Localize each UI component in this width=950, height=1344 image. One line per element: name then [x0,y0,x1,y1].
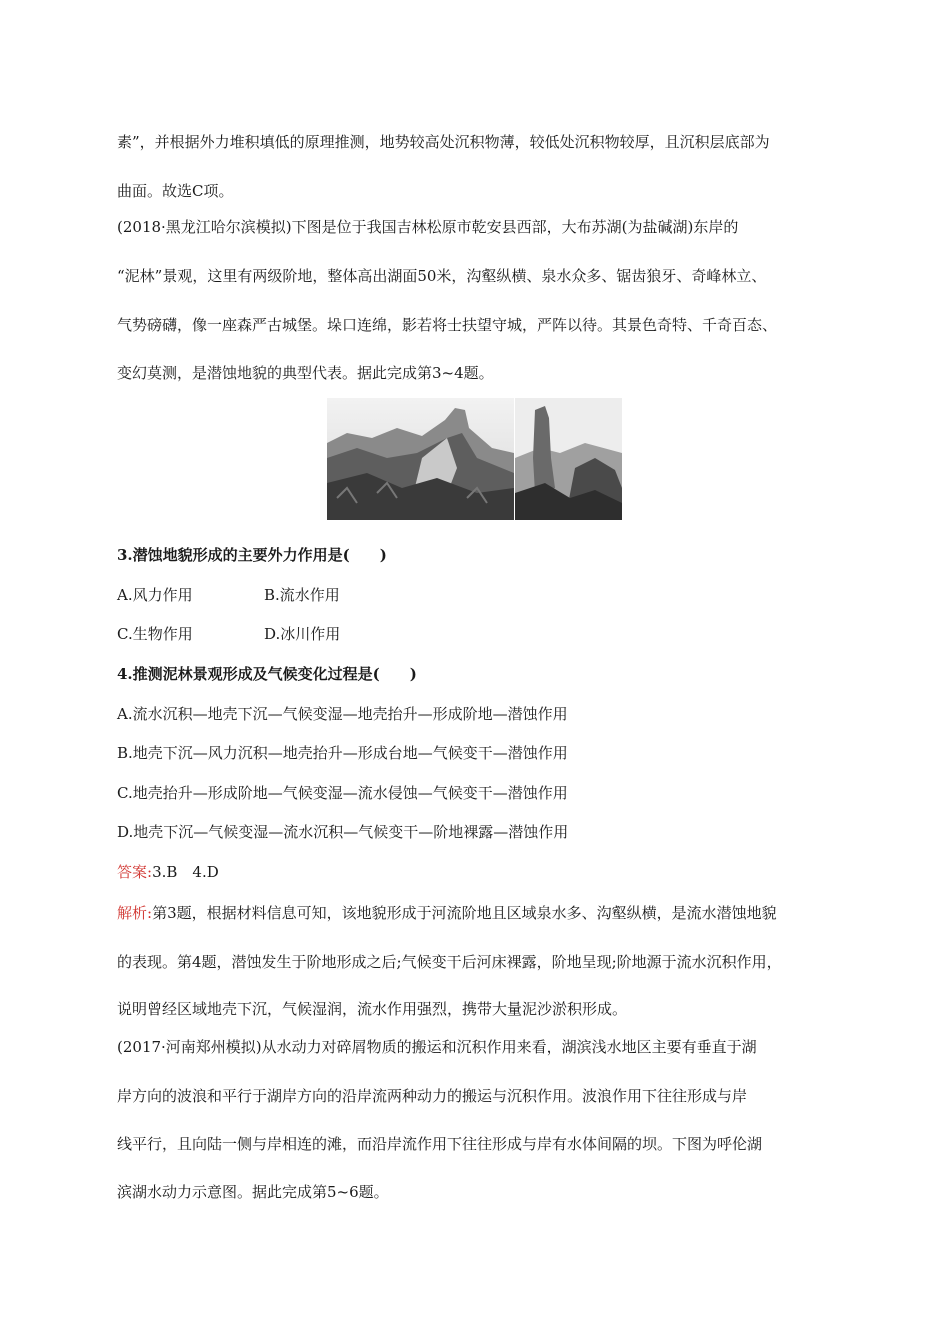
text-line: 素”，并根据外力堆积填低的原理推测，地势较高处沉积物薄，较低处沉积物较厚，且沉积层底部为 [117,133,770,151]
option-row [117,585,340,605]
option-a: A.风力作用 [117,586,193,604]
analysis-text: 第3题，根据材料信息可知，该地貌形成于河流阶地且区域泉水多、沟壑纵横，是流水潜蚀地貌 [152,904,777,922]
mud-forest-photo-right [515,398,622,520]
text-line: 气势磅礴，像一座森严古城堡。垛口连绵，影若将士扶望守城，严阵以待。其景色奇特、千奇百态、 [117,316,778,334]
text-line: 变幻莫测，是潜蚀地貌的典型代表。据此完成第3~4题。 [117,364,494,382]
mud-forest-photo-left [327,398,514,520]
analysis-line: 的表现。第4题，潜蚀发生于阶地形成之后;气候变干后河床裸露，阶地呈现;阶地源于流水沉积作用， [117,953,782,971]
text-line: 滨湖水动力示意图。据此完成第5~6题。 [117,1183,389,1201]
answer-label: 答案: [117,863,153,881]
option-d: D.冰川作用 [264,625,341,643]
option-d: D.地壳下沉—气候变湿—流水沉积—气候变干—阶地裸露—潜蚀作用 [117,823,569,841]
text-line: “泥林”景观，这里有两级阶地，整体高出湖面50米，沟壑纵横、泉水众多、锯齿狼牙、奇峰林立、 [117,267,767,285]
option-a: A.流水沉积—地壳下沉—气候变湿—地壳抬升—形成阶地—潜蚀作用 [117,705,568,723]
text-line: 岸方向的波浪和平行于湖岸方向的沿岸流两种动力的搬运与沉积作用。波浪作用下往往形成与岸 [117,1087,748,1105]
option-c: C.生物作用 [117,625,193,643]
text-line: (2017·河南郑州模拟)从水动力对碎屑物质的搬运和沉积作用来看，湖滨浅水地区主要有垂直于湖 [117,1038,757,1056]
option-c: C.地壳抬升—形成阶地—气候变湿—流水侵蚀—气候变干—潜蚀作用 [117,784,568,802]
option-b: B.流水作用 [264,586,340,604]
question-stem: 4.推测泥林景观形成及气候变化过程是( ) [117,665,417,683]
analysis-label: 解析: [117,904,153,922]
option-row [117,624,341,644]
analysis-line [117,903,777,923]
answer-text: 3.B 4.D [152,863,219,881]
option-b: B.地壳下沉—风力沉积—地壳抬升—形成台地—气候变干—潜蚀作用 [117,744,568,762]
question-stem: 3.潜蚀地貌形成的主要外力作用是( ) [117,546,387,564]
answer-line [117,862,219,882]
analysis-line: 说明曾经区域地壳下沉，气候湿润，流水作用强烈，携带大量泥沙淤积形成。 [117,1000,628,1018]
text-line: 曲面。故选C项。 [117,182,234,200]
text-line: 线平行，且向陆一侧与岸相连的滩，而沿岸流作用下往往形成与岸有水体间隔的坝。下图为呼伦湖 [117,1135,763,1153]
text-line: (2018·黑龙江哈尔滨模拟)下图是位于我国吉林松原市乾安县西部，大布苏湖(为盐碱湖)东岸的 [117,218,739,236]
